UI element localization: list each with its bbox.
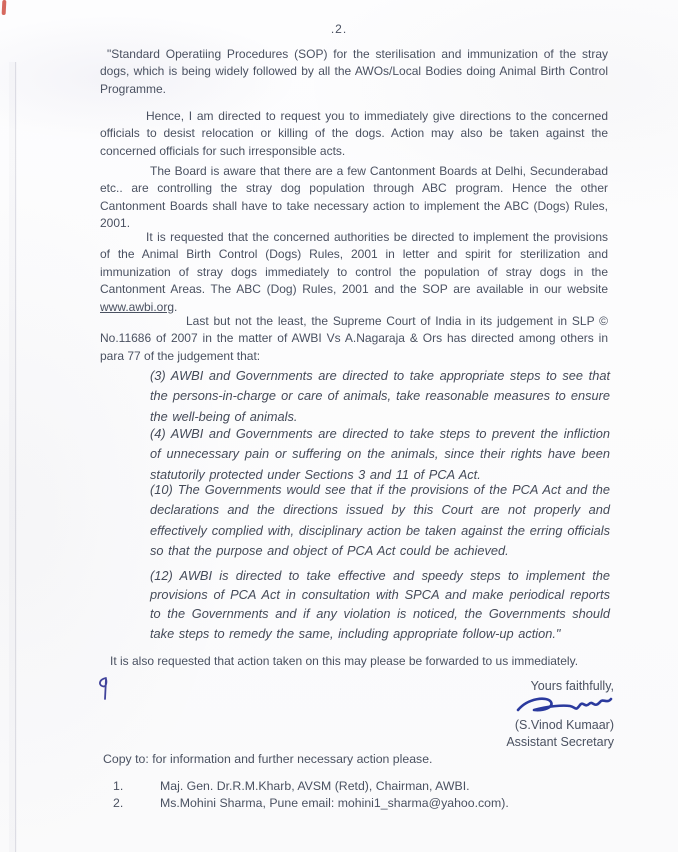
copy-to-item-number: 1.	[113, 779, 124, 793]
copy-to-item-number: 2.	[113, 796, 124, 810]
copy-to-heading: Copy to: for information and further necessary action please.	[103, 752, 433, 766]
red-edge-mark	[2, 0, 7, 15]
copy-to-item	[113, 796, 509, 810]
paragraph-slp: Last but not the least, the Supreme Court of India in its judgement in SLP © No.11686 of 2007 in the matter of AWBI Vs A.Nagaraja & Ors has directed among others in para 77 of the judgement that:	[100, 314, 608, 363]
court-quote-4: (4) AWBI and Governments are directed to take steps to prevent the infliction of unnecessary pain or suffering on the animals, since their rights have been statutorily protected under Sections 3 and 11 of PCA Act.	[150, 426, 610, 482]
paragraph-closing: It is also requested that action taken on this may please be forwarded to us immediately.	[110, 654, 579, 668]
paragraph-hence: Hence, I am directed to request you to immediately give directions to the concerned officials to desist relocation or killing of the dogs. Action may also be taken against the concerned officials for such irresponsible acts.	[100, 109, 608, 158]
signature-block	[506, 678, 614, 751]
page-number: .2.	[330, 22, 348, 36]
signatory-name: (S.Vinod Kumaar)	[514, 718, 614, 732]
signatory-title: Assistant Secretary	[506, 735, 614, 749]
valediction: Yours faithfully,	[530, 679, 614, 693]
scan-crease-line	[15, 62, 16, 852]
website-link: www.awbi.org	[100, 299, 175, 314]
copy-to-item	[113, 779, 470, 793]
paragraph-board: The Board is aware that there are a few Cantonment Boards at Delhi, Secunderabad etc.. are controlling the stray dog population through ABC program. Hence the other Cantonment Boards shall have to take necessary action to implement the ABC (Dogs) Rules, 2001.	[100, 164, 608, 231]
paragraph-requested-text: It is requested that the concerned authorities be directed to implement the provisions of the Animal Birth Control (Dogs) Rules, 2001 in letter and spirit for sterilization and immunization of stray dogs immediately to control the population of stray dogs in the Cantonment Areas. The ABC (Dog) Rules, 2001 and the SOP are available in our website	[100, 230, 608, 297]
court-quote-10: (10) The Governments would see that if the provisions of the PCA Act and the declarations and the directions issued by this Court are not properly and effectively complied with, disciplinary action be taken against the erring officials so that the purpose and object of PCA Act could be achieved.	[150, 482, 610, 559]
paragraph-requested-period: .	[174, 299, 178, 314]
paragraph-sop: "Standard Operatiing Procedures (SOP) for the sterilisation and immunization of the stray dogs, which is being widely followed by all the AWOs/Local Bodies doing Animal Birth Control Programme.	[100, 47, 608, 96]
paragraph-requested	[100, 229, 608, 316]
copy-to-item-text: Ms.Mohini Sharma, Pune email: mohini1_sharma@yahoo.com).	[160, 796, 509, 810]
blue-pen-mark	[96, 676, 110, 702]
copy-to-item-text: Maj. Gen. Dr.R.M.Kharb, AVSM (Retd), Chairman, AWBI.	[160, 779, 470, 793]
court-quote-3: (3) AWBI and Governments are directed to take appropriate steps to see that the persons-in-charge or care of animals, take reasonable measures to ensure the well-being of animals.	[150, 368, 610, 424]
court-quote-12: (12) AWBI is directed to take effective and speedy steps to implement the provisions of PCA Act in consultation with SPCA and make periodical reports to the Governments and if any violation is noticed, the Governments should take steps to remedy the same, including appropriate follow-up action."	[150, 568, 610, 641]
